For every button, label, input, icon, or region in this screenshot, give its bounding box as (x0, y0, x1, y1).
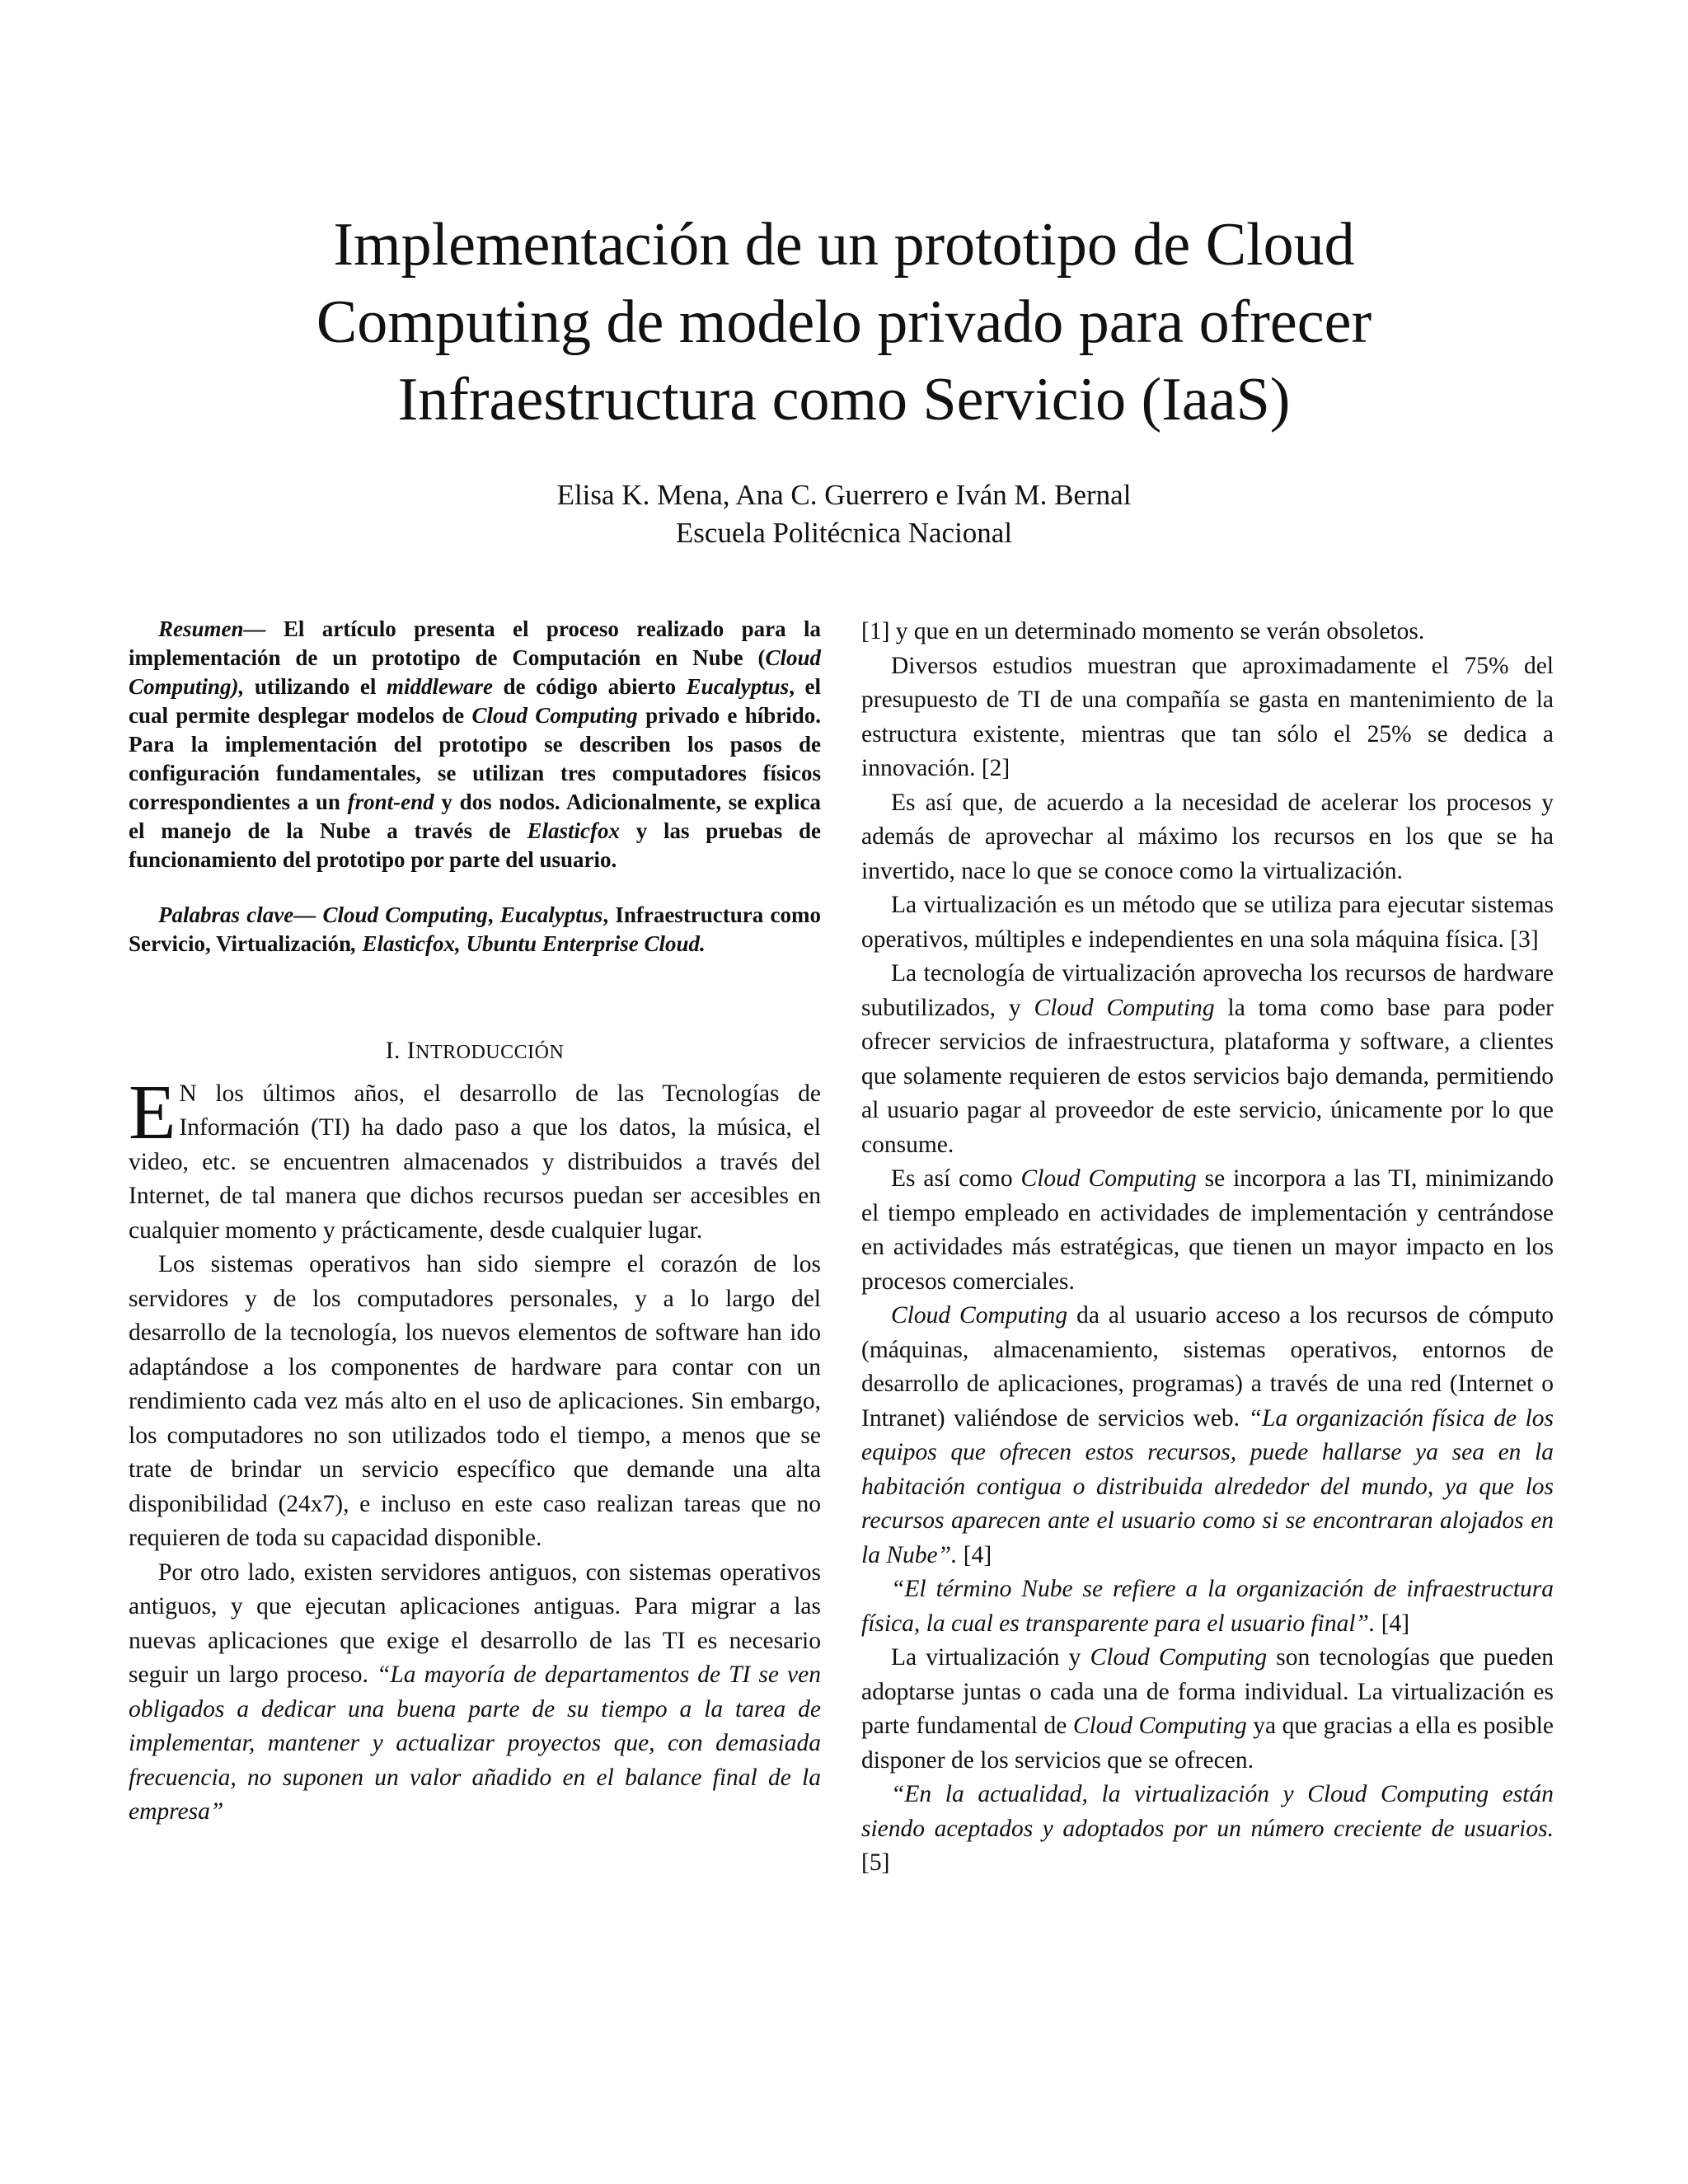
intro-paragraph-2: Los sistemas operativos han sido siempre el corazón de los servidores y de los computadores personales, y a lo largo del desarrollo de la tecnología, los nuevos elementos de software han ido adaptándose a los componentes de hardware para contar con un rendimiento cada vez más alto en el uso de aplicaciones. Sin embargo, los computadores no son utilizados todo el tiempo, a menos que se trate de brindar un servicio específico que demande una alta disponibilidad (24x7), e incluso en este caso realizan tareas que no requieren de toda su capacidad disponible. (129, 1251, 821, 1551)
right-paragraph-0: [1] y que en un determinado momento se verán obsoletos. (861, 618, 1425, 644)
drop-cap: E (129, 1069, 176, 1155)
right-paragraph-3: La virtualización es un método que se utiliza para ejecutar sistemas operativos, múltiples e independientes en una sola máquina física. [3] (861, 892, 1554, 953)
right-paragraph-5: Es así como Cloud Computing se incorpora a las TI, minimizando el tiempo empleado en actividades de implementación y centrándose en actividades más estratégicas, que tienen un mayor impacto en los procesos comerciales. (861, 1165, 1554, 1295)
author-block (165, 476, 1523, 552)
title-line-1: Implementación de un prototipo de Cloud (333, 211, 1355, 279)
author-names: Elisa K. Mena, Ana C. Guerrero e Iván M. Bernal (556, 479, 1132, 511)
author-affiliation: Escuela Politécnica Nacional (675, 517, 1013, 549)
paper-title (165, 206, 1523, 438)
title-line-3: Infraestructura como Servicio (IaaS) (397, 366, 1291, 434)
right-paragraph-9: “En la actualidad, la virtualización y Cloud Computing están siendo aceptados y adoptados por un número creciente de usuarios. [5] (861, 1781, 1554, 1876)
keywords: Palabras clave— Cloud Computing, Eucalyptus, Infraestructura como Servicio, Virtualización, Elasticfox, Ubuntu Enterprise Cloud. (129, 902, 822, 956)
section-heading-introduccion: I. INTRODUCCIÓN (385, 1038, 565, 1064)
left-column (129, 615, 821, 1830)
right-paragraph-4: La tecnología de virtualización aprovecha los recursos de hardware subutilizados, y Cloud Computing la toma como base para poder ofrecer servicios de infraestructura, plataforma y software, a clientes que solamente requieren de estos servicios bajo demanda, permitiendo al usuario pagar al proveedor de este servicio, únicamente por lo que consume. (861, 960, 1554, 1158)
right-paragraph-1: Diversos estudios muestran que aproximadamente el 75% del presupuesto de TI de una compañía se gasta en mantenimiento de la estructura existente, mientras que tan sólo el 25% se dedica a innovación. [2] (861, 652, 1554, 781)
right-paragraph-6: Cloud Computing da al usuario acceso a los recursos de cómputo (máquinas, almacenamiento, sistemas operativos, entornos de desarrollo de aplicaciones, programas) a través de una red (Internet o Intranet) valiéndose de servicios web. “La organización física de los equipos que ofrecen estos recursos, puede hallarse ya sea en la habitación contigua o distribuida alrededor del mundo, ya que los recursos aparecen ante el usuario como si se encontraran alojados en la Nube”. [4] (861, 1302, 1554, 1568)
right-paragraph-2: Es así que, de acuerdo a la necesidad de acelerar los procesos y además de aprovechar al máximo los recursos en los que se ha invertido, nace lo que se conoce como la virtualización. (861, 789, 1554, 884)
abstract: Resumen— El artículo presenta el proceso realizado para la implementación de un prototipo de Computación en Nube (Cloud Computing), utilizando el middleware de código abierto Eucalyptus, el cual permite desplegar modelos de Cloud Computing privado e híbrido. Para la implementación del prototipo se describen los pasos de configuración fundamentales, se utilizan tres computadores físicos correspondientes a un front-end y dos nodos. Adicionalmente, se explica el manejo de la Nube a través de Elasticfox y las pruebas de funcionamiento del prototipo por parte del usuario. (129, 616, 821, 872)
intro-paragraph-1: E N los últimos años, el desarrollo de las Tecnologías de Información (TI) ha dado paso a que los datos, la música, el video, etc. se encuentren almacenados y distribuidos a través del Internet, de tal manera que dichos recursos puedan ser accesibles en cualquier momento y prácticamente, desde cualquier lugar. (129, 1069, 821, 1244)
right-paragraph-7: “El término Nube se refiere a la organización de infraestructura física, la cual es transparente para el usuario final”. [4] (861, 1576, 1554, 1637)
right-column (861, 615, 1554, 1881)
right-paragraph-8: La virtualización y Cloud Computing son tecnologías que pueden adoptarse juntas o cada una de forma individual. La virtualización es parte fundamental de Cloud Computing ya que gracias a ella es posible disponer de los servicios que se ofrecen. (861, 1644, 1554, 1774)
intro-paragraph-3: Por otro lado, existen servidores antiguos, con sistemas operativos antiguos, y que ejecutan aplicaciones antiguas. Para migrar a las nuevas aplicaciones que exige el desarrollo de las TI es necesario seguir un largo proceso. “La mayoría de departamentos de TI se ven obligados a dedicar una buena parte de su tiempo a la tarea de implementar, mantener y actualizar proyectos que, con demasiada frecuencia, no suponen un valor añadido en el balance final de la empresa” (129, 1558, 821, 1825)
title-line-2: Computing de modelo privado para ofrecer (316, 288, 1372, 356)
